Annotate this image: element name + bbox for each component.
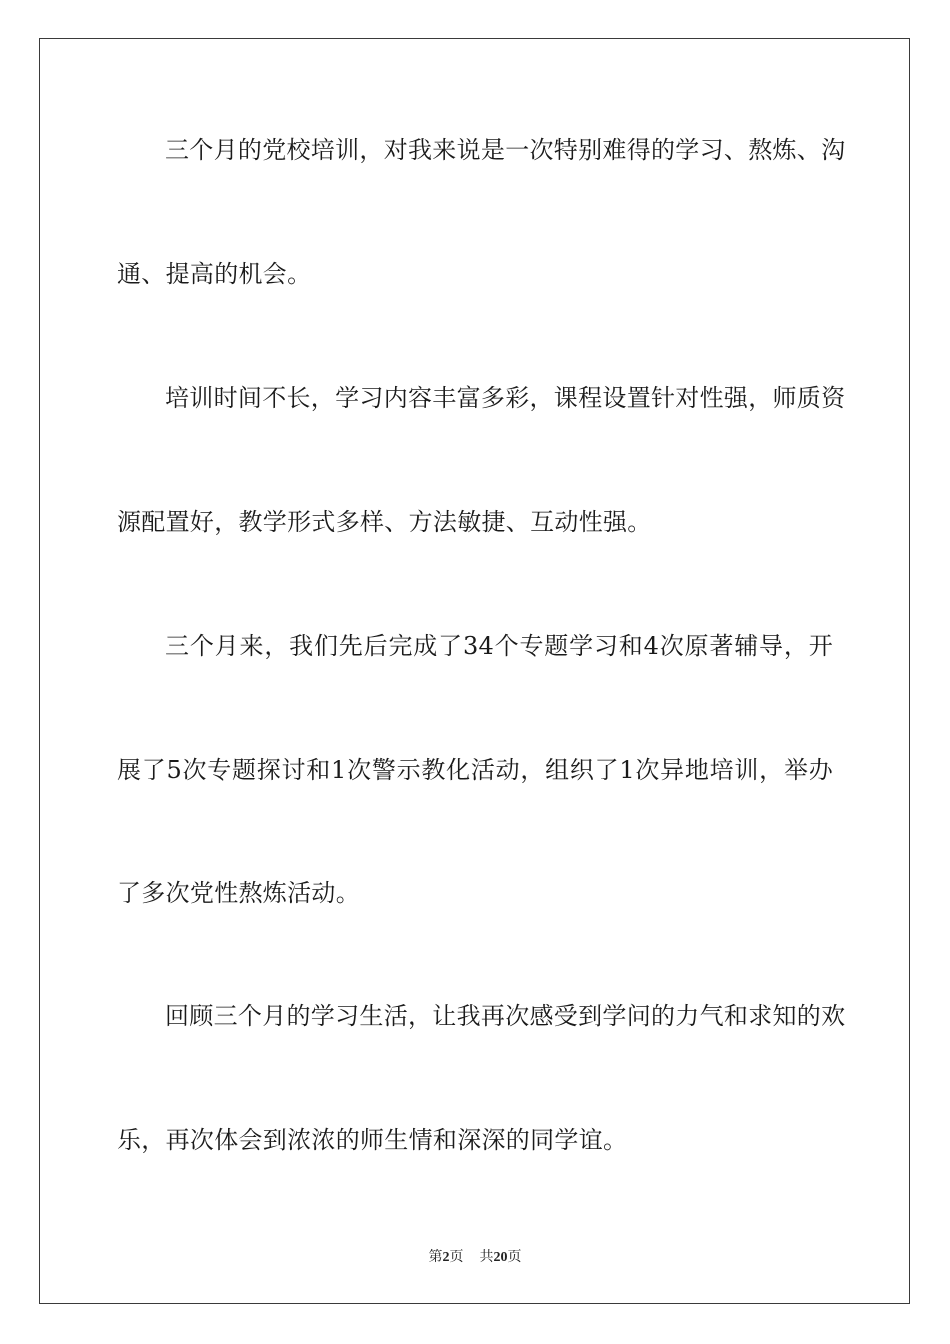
- page-current: 2: [442, 1250, 450, 1265]
- paragraph-4-line-1: 回顾三个月的学习生活，让我再次感受到学问的力气和求知的欢: [165, 1002, 846, 1030]
- page-total: 20: [493, 1250, 508, 1265]
- paragraph-3-line-2: 展了5次专题探讨和1次警示教化活动，组织了1次异地培训，举办: [117, 756, 833, 784]
- total-prefix: 共: [479, 1249, 494, 1265]
- total-suffix: 页: [507, 1249, 522, 1265]
- page-prefix: 第: [428, 1249, 443, 1265]
- paragraph-3-line-3: 了多次党性熬炼活动。: [117, 879, 360, 907]
- paragraph-1-line-2: 通、提高的机会。: [117, 260, 312, 288]
- paragraph-2-line-2: 源配置好，教学形式多样、方法敏捷、互动性强。: [117, 508, 652, 536]
- page-border: [39, 38, 910, 1304]
- page-footer: [0, 1248, 950, 1267]
- paragraph-1-line-1: 三个月的党校培训，对我来说是一次特别难得的学习、熬炼、沟: [165, 136, 846, 164]
- paragraph-2-line-1: 培训时间不长，学习内容丰富多彩，课程设置针对性强，师质资: [165, 384, 846, 412]
- paragraph-3-line-1: 三个月来，我们先后完成了34个专题学习和4次原著辅导，开: [165, 632, 833, 660]
- paragraph-4-line-2: 乐，再次体会到浓浓的师生情和深深的同学谊。: [117, 1126, 628, 1154]
- page-suffix: 页: [449, 1249, 464, 1265]
